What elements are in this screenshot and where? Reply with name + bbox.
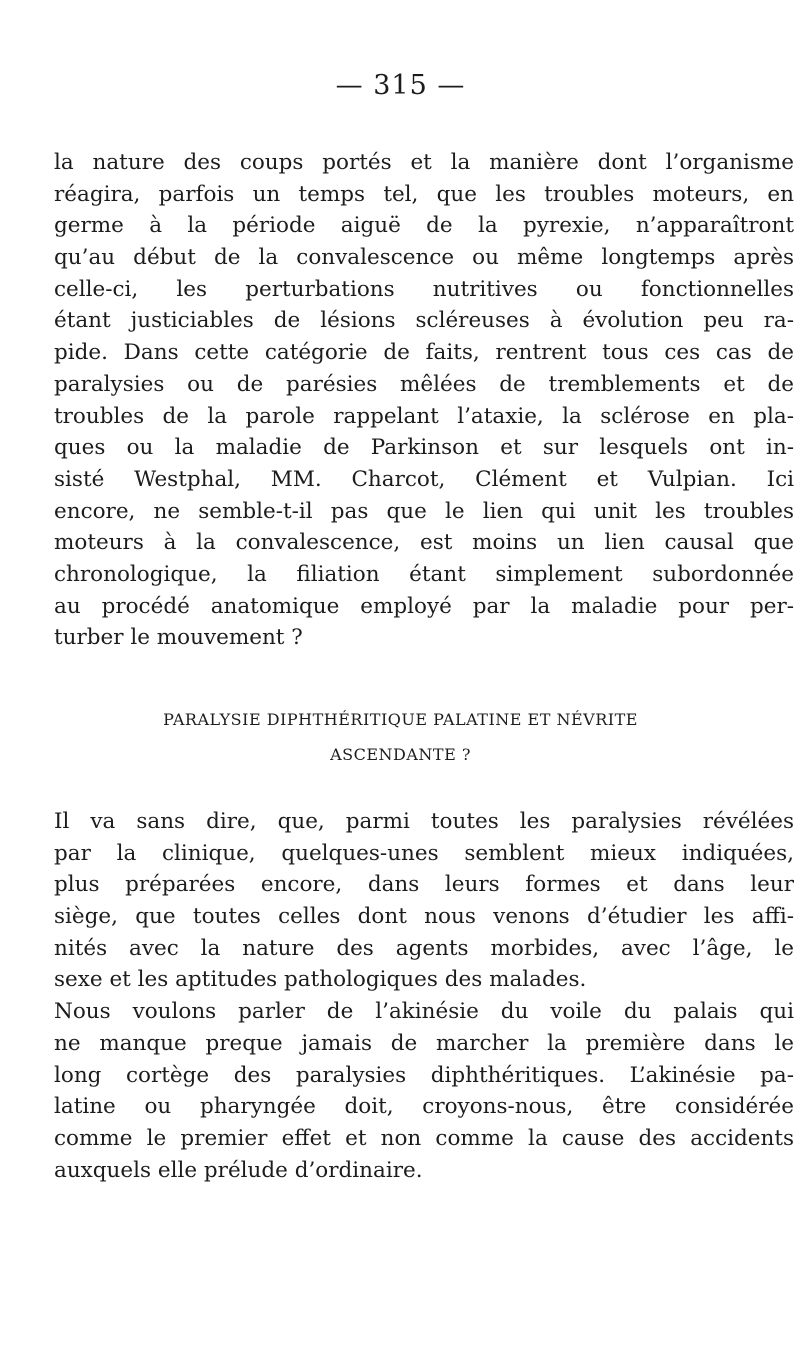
- text-line: turber le mouvement ?: [54, 625, 303, 651]
- text-line: qu’au début de la convalescence ou même longtemps après: [54, 245, 794, 271]
- text-line: la nature des coups portés et la manière dont l’organisme: [54, 150, 794, 175]
- text-line: étant justiciables de lésions scléreuses à évolution peu ra-: [54, 308, 794, 334]
- text-line: chronologique, la filiation étant simplement subordonnée: [54, 561, 794, 587]
- text-line: Il va sans dire, que, parmi toutes les paralysies révélées: [54, 809, 794, 834]
- text-line: paralysies ou de parésies mêlées de tremblements et de: [54, 371, 794, 397]
- text-line: moteurs à la convalescence, est moins un lien causal que: [54, 530, 794, 556]
- text-line: nités avec la nature des agents morbides, avec l’âge, le: [54, 935, 794, 961]
- text-line: réagira, parfois un temps tel, que les troubles moteurs, en: [54, 181, 794, 207]
- text-line: encore, ne semble-t-il pas que le lien qui unit les troubles: [54, 498, 794, 524]
- text-line: plus préparées encore, dans leurs formes et dans leur: [54, 872, 794, 898]
- text-line: celle-ci, les perturbations nutritives ou fonctionnelles: [54, 276, 794, 302]
- text-line: Nous voulons parler de l’akinésie du voile du palais qui: [54, 999, 794, 1025]
- paragraph-convalescence: [54, 147, 794, 654]
- text-line: ne manque preque jamais de marcher la première dans le: [54, 1030, 794, 1056]
- text-line: sisté Westphal, MM. Charcot, Clément et Vulpian. Ici: [54, 466, 794, 492]
- text-line: auxquels elle prélude d’ordinaire.: [54, 1157, 423, 1183]
- text-line: troubles de la parole rappelant l’ataxie, la sclérose en pla-: [54, 403, 794, 429]
- text-line: au procédé anatomique employé par la maladie pour per-: [54, 593, 794, 619]
- text-line: ques ou la maladie de Parkinson et sur lesquels ont in-: [54, 435, 794, 461]
- text-line: pide. Dans cette catégorie de faits, rentrent tous ces cas de: [54, 340, 794, 366]
- text-line: comme le premier effet et non comme la cause des accidents: [54, 1125, 794, 1151]
- text-line: siège, que toutes celles dont nous venons d’étudier les affi-: [54, 904, 794, 930]
- text-line: par la clinique, quelques-unes semblent mieux indiquées,: [54, 840, 794, 866]
- text-line: sexe et les aptitudes pathologiques des malades.: [54, 967, 587, 993]
- text-line: long cortège des paralysies diphthéritiques. L’akinésie pa-: [54, 1062, 794, 1088]
- paragraph-paralysies: [54, 806, 794, 1186]
- section-heading-line-1: PARALYSIE DIPHTHÉRITIQUE PALATINE ET NÉVRITE: [163, 710, 638, 729]
- text-line: latine ou pharyngée doit, croyons-nous, être considérée: [54, 1094, 794, 1120]
- section-heading-line-2: ASCENDANTE ?: [330, 745, 471, 764]
- page-number: — 315 —: [335, 70, 466, 101]
- text-line: germe à la période aiguë de la pyrexie, n’apparaîtront: [54, 213, 794, 239]
